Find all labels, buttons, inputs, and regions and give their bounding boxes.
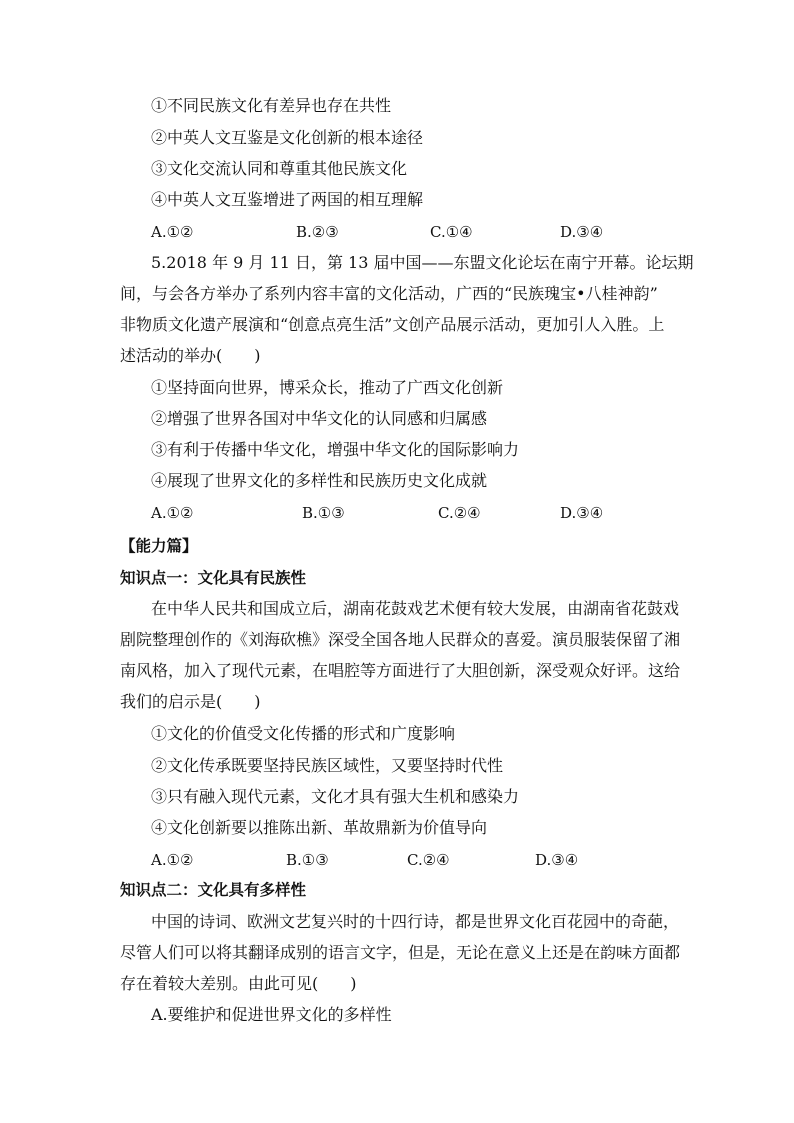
q4-statement-2: ②中英人文互鉴是文化创新的根本途径 [151,128,424,147]
kp1-stem-line-3: 南风格，加入了现代元素，在唱腔等方面进行了大胆创新，深受观众好评。这给 [120,661,681,680]
q5-stem-line-4: 述活动的举办( ) [120,346,261,365]
q4-option-d: D.③④ [560,223,604,241]
kp1-statement-1: ①文化的价值受文化传播的形式和广度影响 [151,724,456,743]
q5-statement-1: ①坚持面向世界，博采众长，推动了广西文化创新 [151,378,504,397]
q5-statement-3: ③有利于传播中华文化，增强中华文化的国际影响力 [151,440,520,459]
kp2-stem-line-1: 中国的诗词、欧洲文艺复兴时的十四行诗，都是世界文化百花园中的奇葩， [151,912,680,931]
kp1-title: 知识点一：文化具有民族性 [120,569,307,587]
q5-option-d: D.③④ [560,504,604,522]
q4-statement-4: ④中英人文互鉴增进了两国的相互理解 [151,190,424,209]
kp1-statement-3: ③只有融入现代元素，文化才具有强大生机和感染力 [151,787,520,806]
kp2-stem-line-3: 存在着较大差别。由此可见( ) [120,974,357,993]
q5-statement-4: ④展现了世界文化的多样性和民族历史文化成就 [151,471,488,490]
q5-option-a: A.①② [151,504,194,522]
q5-statement-2: ②增强了世界各国对中华文化的认同感和归属感 [151,409,488,428]
q4-option-b: B.②③ [296,223,339,241]
q5-option-c: C.②④ [438,504,481,522]
kp1-option-b: B.①③ [286,851,329,869]
kp1-option-d: D.③④ [535,851,579,869]
q5-stem-line-1: 5.2018 年 9 月 11 日，第 13 届中国——东盟文化论坛在南宁开幕。论坛期 [151,253,694,272]
kp1-option-c: C.②④ [407,851,450,869]
q4-option-c: C.①④ [430,223,473,241]
kp1-stem-line-1: 在中华人民共和国成立后，湖南花鼓戏艺术便有较大发展，由湖南省花鼓戏 [151,599,680,618]
q5-stem-line-3: 非物质文化遗产展演和“创意点亮生活”文创产品展示活动，更加引人入胜。上 [120,315,665,334]
kp1-stem-line-2: 剧院整理创作的《刘海砍樵》深受全国各地人民群众的喜爱。演员服装保留了湘 [120,630,681,649]
q4-option-a: A.①② [151,223,194,241]
q4-statement-1: ①不同民族文化有差异也存在共性 [151,96,392,115]
q5-option-b: B.①③ [302,504,345,522]
kp1-statement-4: ④文化创新要以推陈出新、革故鼎新为价值导向 [151,818,488,837]
kp2-option-a: A.要维护和促进世界文化的多样性 [151,1005,392,1024]
kp1-statement-2: ②文化传承既要坚持民族区域性，又要坚持时代性 [151,756,504,775]
kp1-option-a: A.①② [151,851,194,869]
section-title: 【能力篇】 [120,537,198,555]
kp2-stem-line-2: 尽管人们可以将其翻译成别的语言文字，但是，无论在意义上还是在韵味方面都 [120,943,681,962]
kp2-title: 知识点二：文化具有多样性 [120,881,307,899]
kp1-stem-line-4: 我们的启示是( ) [120,692,261,711]
q5-stem-line-2: 间，与会各方举办了系列内容丰富的文化活动，广西的“民族瑰宝•八桂神韵” [120,284,658,303]
q4-statement-3: ③文化交流认同和尊重其他民族文化 [151,159,408,178]
